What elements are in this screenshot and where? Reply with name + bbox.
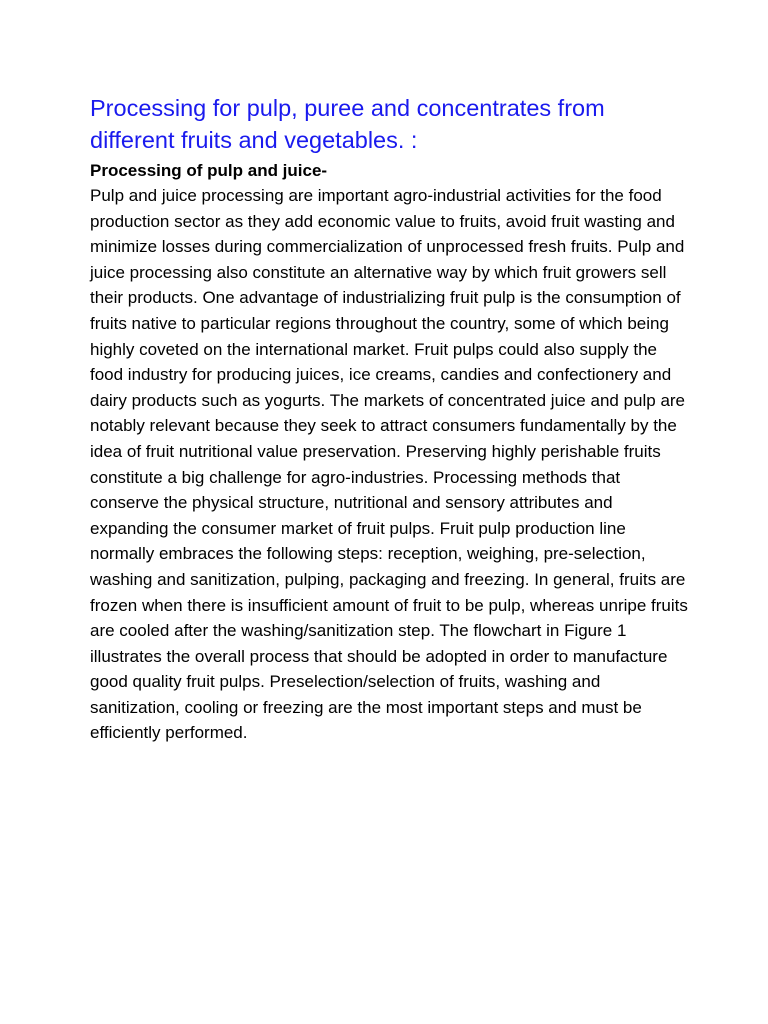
section-heading: Processing of pulp and juice- xyxy=(90,161,328,180)
document-title: Processing for pulp, puree and concentrates from different fruits and vegetables. : xyxy=(90,95,605,153)
body-paragraph: Pulp and juice processing are important agro-industrial activities for the food production sector as they add economic value to fruits, avoid fruit wasting and minimize losses during commercialization of unprocessed fresh fruits. Pulp and juice processing also constitute an alternative way by which fruit growers sell their products. One advantage of industrializing fruit pulp is the consumption of fruits native to particular regions throughout the country, some of which being highly coveted on the international market. Fruit pulps could also supply the food industry for producing juices, ice creams, candies and confectionery and dairy products such as yogurts. The markets of concentrated juice and pulp are notably relevant because they seek to attract consumers fundamentally by the idea of fruit nutritional value preservation. Preserving highly perishable fruits constitute a big challenge for agro-industries. Processing methods that conserve the physical structure, nutritional and sensory attributes and expanding the consumer market of fruit pulps. Fruit pulp production line normally embraces the following steps: reception, weighing, pre-selection, washing and sanitization, pulping, packaging and freezing. In general, fruits are frozen when there is insufficient amount of fruit to be pulp, whereas unripe fruits are cooled after the washing/sanitization step. The flowchart in Figure 1 illustrates the overall process that should be adopted in order to manufacture good quality fruit pulps. Preselection/selection of fruits, washing and sanitization, cooling or freezing are the most important steps and must be efficiently performed. xyxy=(90,186,688,743)
